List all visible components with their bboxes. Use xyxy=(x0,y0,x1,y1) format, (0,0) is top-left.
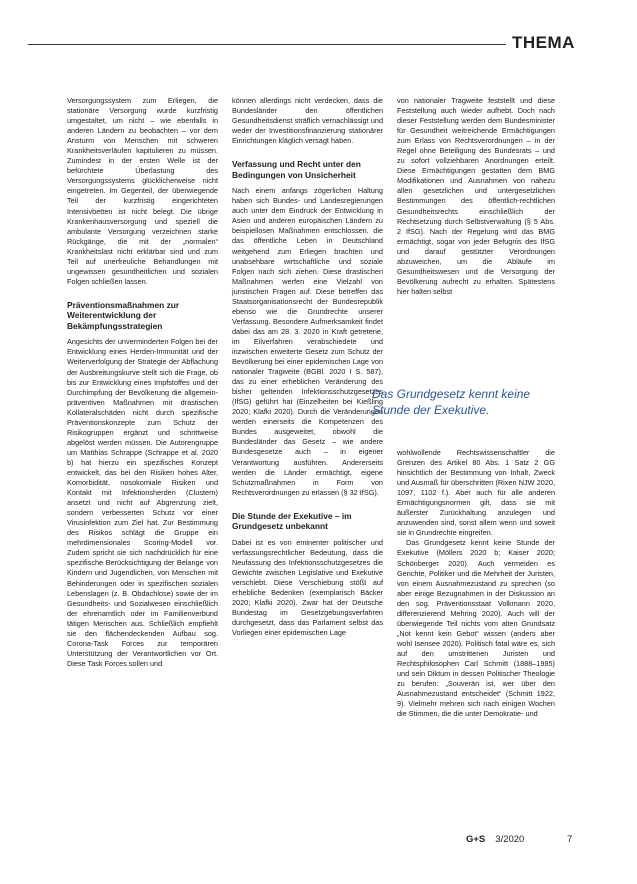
paragraph: Angesichts der unverminderten Folgen bei der Entwicklung eines Herden-Immunität und der Weiterverfolgung der Strategie der Abflachung der Ausbreitungskurve stellt sich die Frage, ob bis zur Entwicklung eines Impfstoffes und der Durchimpfung der Bevölkerung die allgemein-präventiven Maßnahmen mit drastischen Kollateralschäden nicht durch spezifische Präventionskonzepte zum Schutz der Risikogruppen ergänzt und schrittweise abgelöst werden müssen. Die Autorengruppe um Matthias Schrappe (Schrappe et al. 2020 b) hat hierzu ein spezifisches Konzept entwickelt, das bei den Risiken hohes Alter, Komorbidität, nosokomiale Risiken und Kontakt mit Infektionsherden (Clustern) ansetzt und nicht auf Abgrenzung zielt, sondern verbesserten Schutz vor einer Virusinfektion zum Ziel hat. Zur Bestimmung des Risikos schlägt die Gruppe ein mehrdimensionales Scoring-Modell vor. Zudem spricht sie sich nachdrücklich für eine spezifische Berücksichtigung der Belange von Kindern und Jugendlichen, von Menschen mit Behinderungen oder in spezifischen sozialen Lebenslagen (z. B. Obdachlose) sowie der im Gesundheits- und Sozialwesen einschließlich der ehrenamtlich oder im Familienverbund tätigen Menschen aus. Schließlich empfiehlt sie den flächendeckenden Aufbau sog. Corona-Task Forces zur temporären Unterstützung der Verantwortlichen vor Ort. Diese Task Forces sollen und xyxy=(67,337,218,668)
paragraph: von nationaler Tragweite feststellt und diese Feststellung auch wieder aufhebt. Doch nach dieser Feststellung werden dem Bundesminister für Gesundheit weitreichende Ermächtigungen zum Erlass von Rechtsverordnungen – in der Regel ohne Beteiligung des Bundesrats – und zu sofort vollziehbaren Anordnungen erteilt. Diese Ermächtigungen gestatten dem BMG Modifikationen und Ausnahmen von nahezu allen gesetzlichen und untergesetzlichen Bestimmungen des öffentlich-rechtlichen Gesundheitsrechts einschließlich der Rechtsetzung durch Selbstverwaltung (§ 5 Abs. 2 IfSG). Nach der Regelung wird das BMG ermächtigt, sogar von jeder Befugnis des IfSG und darauf gestützter Verordnungen abzuweichen, um die Abläufe im Gesundheitswesen und die Versorgung der Bevölkerung aufrecht zu erhalten. Spätestens hier halten selbst xyxy=(397,96,555,296)
subheading: Die Stunde der Exekutive – im Grundgesetz unbekannt xyxy=(232,510,352,532)
pull-quote: Das Grundgesetz kennt keine Stunde der Exekutive. xyxy=(372,387,531,417)
column-3-top xyxy=(397,96,555,297)
subheading: Verfassung und Recht unter den Bedingungen von Unsicherheit xyxy=(232,159,361,180)
paragraph: wohlwollende Rechtswissenschaftler die Grenzen des Artikel 80 Abs. 1 Satz 2 GG hinsichtlich der Bestimmung von Inhalt, Zweck und Ausmaß für überschritten (Rixen NJW 2020, 1097, 1102 f.). Aber auch für alle anderen Ermächtigungsnormen gilt, dass sie mit äußerster Zurückhaltung anzulegen und anzuwenden sind, sonst allem wenn und soweit sie in Grundrechte eingreifen. xyxy=(397,448,555,538)
issue-number: 3/2020 xyxy=(495,834,525,845)
header-rule xyxy=(28,44,506,45)
column-1 xyxy=(67,96,218,669)
paragraph: Nach einem anfangs zögerlichen Haltung haben sich Bundes- und Landesregierungen auch unter dem Eindruck der Entwicklung in Asien und anderen europäischen Ländern zu beispiellosen Maßnahmen entschlossen, die das öffentliche Leben in Deutschland weitgehend zum Erliegen brachten und unabsehbare wirtschaftliche und soziale Folgen nach sich ziehen. Diese drastischen Maßnahmen werfen eine Vielzahl von juristischen Fragen auf. Diese betreffen das Staatsorganisationsrecht der Bundesrepublik ebenso wie die Grundrechte unserer Verfassung. Besondere Aufmerksamkeit findet dabei das am 28. 3. 2020 in Kraft getretene, im Eilverfahren verabschiedete und inzwischen erweiterte Gesetz zum Schutz der Bevölkerung bei einer epidemischen Lage von nationaler Tragweite (BGBl. 2020 I S. 587), das zu einer erheblichen Veränderung des bisher geltenden Infektionsschutzgesetzes (IfSG) geführt hat (Einzelheiten bei Kießling 2020; Klafki 2020). Durch die Veränderungen werden einerseits die Kompetenzen des Bundes ausgeweitet, obwohl die Bundesländer das Gesetz – wie andere Bundesgesetze auch – in eigener Verantwortung ausführen. Andererseits werden die Länder ermächtigt, eigene Schutzmaßnahmen in Form von Rechtsverordnungen zu erlassen (§ 32 IfSG). xyxy=(232,186,383,497)
subheading: Präventionsmaßnahmen zur Weiterentwicklung der Bekämpfungsstrategien xyxy=(67,299,180,331)
page-number: 7 xyxy=(567,834,573,845)
paragraph: können allerdings nicht verdecken, dass die Bundesländer den öffentlichen Gesundheitsdienst sträflich vernachlässigt und weder der Investitionsfinanzierung stationärer Einrichtungen kläglich versagt haben. xyxy=(232,96,383,146)
footer-issue xyxy=(466,834,524,845)
column-2 xyxy=(232,96,383,638)
journal-brand: G+S xyxy=(466,834,486,845)
column-3-bottom xyxy=(397,448,555,719)
paragraph: Das Grundgesetz kennt keine Stunde der Exekutive (Möllers 2020 b; Kaiser 2020; Schönberger 2020). Auch vermeiden es Gerichte, Politiker und die Mehrheit der Juristen, von einem Ausnahmezustand zu sprechen (so aber einige Bezugnahmen in der Diskussion an den sog. Präventionsstaat Volkmann 2020, differenzierend Mehring 2020). Auch will der überwiegende Teil nichts vom alten Grundsatz „Not kennt kein Gebot“ wissen (anders aber wohl Isensee 2020). Politisch fatal wäre es, sich auf den umstrittenen Juristen und Rechtsphilosophen Carl Schmitt (1888–1985) und sein Diktum in dessen Politischer Theologie zu berufen: „Souverän ist, wer über den Ausnahmezustand entscheidet“ (Schmitt 1922, 9). Vielmehr mehren sich nach einigen Wochen die Stimmen, die die unter Demokratie- und xyxy=(397,538,555,719)
paragraph: Dabei ist es von eminenter politischer und verfassungsrechtlicher Bedeutung, dass die Neufassung des Infektionsschutzgesetzes die Gewichte zwischen Legislative und Exekutive verschiebt. Diese Verschiebung stößt auf erhebliche Bedenken (exemplarisch Bäcker 2020; Klafki 2020). Zwar hat der Deutsche Bundestag im Gesetzgebungsverfahren durchgesetzt, dass das Parlament selbst das Vorliegen einer epidemischen Lage xyxy=(232,537,383,638)
paragraph: Versorgungssystem zum Erliegen, die stationäre Versorgung wurde kurzfristig umgestaltet, um nicht – wie ebenfalls in anderen Ländern zu beobachten – vor dem Ansturm von Menschen mit schweren Krankheitsverläufen kapitulieren zu müssen. Zumindest in der ersten Welle ist der befürchtete Überlastung des Versorgungssystems glücklicherweise nicht eingetreten. Im Gegenteil, der überwiegende Teil der kurzfristig eingerichteten Intensivbetten ist nicht belegt. Die übrige Krankenhausversorgung und speziell die ambulante Versorgung verzeichnen starke Rückgänge, die mit der „normalen“ Krankheitslast nicht erklärbar sind und zum Teil auf unerfreuliche Behandlungen mit ungewissen gesundheitlichen und sozialen Folgen schließen lassen. xyxy=(67,96,218,286)
section-title: THEMA xyxy=(512,33,575,52)
